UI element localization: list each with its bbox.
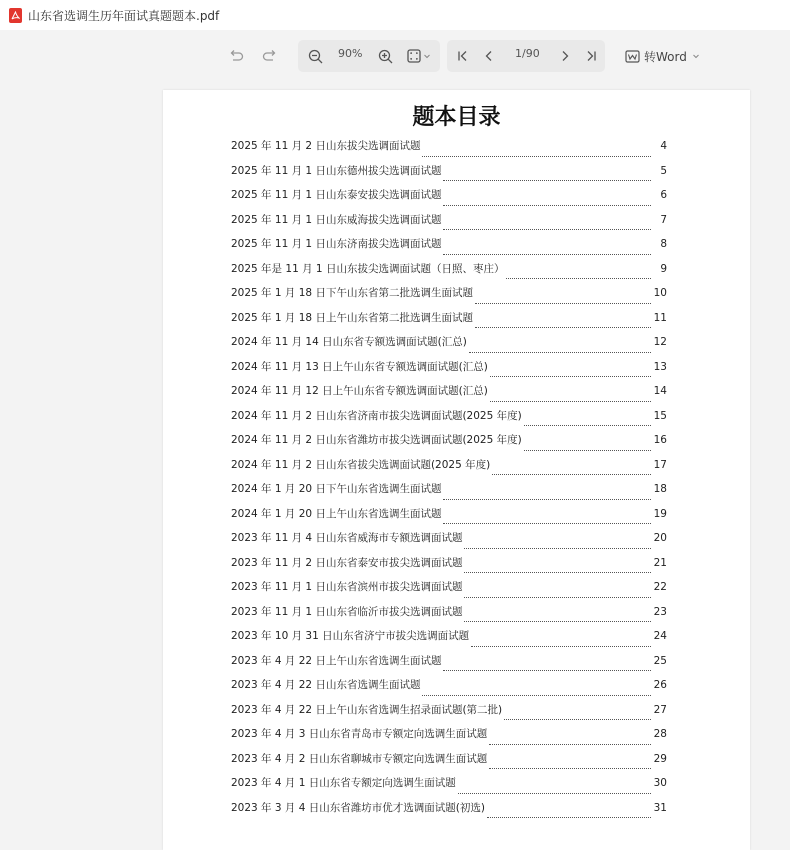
toc-leader-dots xyxy=(422,687,651,696)
toc-entry-page: 6 xyxy=(660,189,667,201)
toc-entry[interactable] xyxy=(231,775,667,800)
toc-leader-dots xyxy=(443,491,651,500)
toc-entry[interactable] xyxy=(231,432,667,457)
pdf-page xyxy=(163,90,750,850)
file-name: 山东省选调生历年面试真题题本.pdf xyxy=(28,8,220,23)
toc-entry-title: 2023 年 4 月 22 日上午山东省选调生招录面试题(第二批) xyxy=(231,703,503,716)
toc-entry-title: 2024 年 11 月 13 日上午山东省专额选调面试题(汇总) xyxy=(231,360,488,373)
toc-entry[interactable] xyxy=(231,481,667,506)
toc-entry-title: 2023 年 10 月 31 日山东省济宁市拔尖选调面试题 xyxy=(231,630,470,642)
toc-entry-title: 2023 年 11 月 1 日山东省滨州市拔尖选调面试题 xyxy=(231,581,463,593)
toc-entry[interactable] xyxy=(231,408,667,433)
toc-entry-page: 12 xyxy=(653,336,667,348)
toc-entry[interactable] xyxy=(231,285,667,310)
zoom-out-icon xyxy=(308,49,323,64)
toc-entry-title: 2023 年 4 月 22 日上午山东省选调生面试题 xyxy=(231,654,442,667)
toc-entry-page: 25 xyxy=(653,654,667,667)
toc-leader-dots xyxy=(458,785,651,794)
toolbar xyxy=(0,30,790,82)
toc-leader-dots xyxy=(464,540,651,549)
first-page-button[interactable] xyxy=(453,44,473,68)
toc-entry[interactable] xyxy=(231,530,667,555)
toc-leader-dots xyxy=(443,515,651,524)
toc-leader-dots xyxy=(443,246,651,255)
toc-entry-title: 2025 年 11 月 1 日山东济南拔尖选调面试题 xyxy=(231,238,442,250)
toc-entry[interactable] xyxy=(231,212,667,237)
toc-entry[interactable] xyxy=(231,800,667,825)
toc-leader-dots xyxy=(504,711,651,720)
fit-page-icon xyxy=(407,49,421,63)
toc-entry-title: 2024 年 11 月 2 日山东省潍坊市拔尖选调面试题(2025 年度) xyxy=(231,434,522,446)
toc-leader-dots xyxy=(489,760,651,769)
toc-entry-page: 15 xyxy=(653,409,667,422)
redo-icon xyxy=(262,49,278,63)
zoom-out-button[interactable] xyxy=(304,44,326,68)
toc-entry[interactable] xyxy=(231,138,667,163)
toc-entry[interactable] xyxy=(231,236,667,261)
toc-entry-title: 2024 年 1 月 20 日下午山东省选调生面试题 xyxy=(231,483,442,495)
toc-entry-page: 11 xyxy=(653,311,667,324)
toc-entry-title: 2023 年 4 月 3 日山东省青岛市专额定向选调生面试题 xyxy=(231,728,488,740)
toc-entry[interactable] xyxy=(231,261,667,286)
toc-entry[interactable] xyxy=(231,187,667,212)
toc-leader-dots xyxy=(524,442,651,451)
toc-entry-page: 8 xyxy=(660,238,667,250)
chevron-down-icon xyxy=(423,52,431,60)
toc-entry-page: 7 xyxy=(660,213,667,226)
next-page-button[interactable] xyxy=(555,44,575,68)
toc-leader-dots xyxy=(487,809,651,818)
toc-entry[interactable] xyxy=(231,555,667,580)
prev-page-button[interactable] xyxy=(479,44,499,68)
redo-button[interactable] xyxy=(259,44,281,68)
toc-leader-dots xyxy=(492,466,651,475)
toc-entry[interactable] xyxy=(231,383,667,408)
toc-entry-title: 2025 年 11 月 1 日山东威海拔尖选调面试题 xyxy=(231,213,442,226)
last-page-icon xyxy=(585,50,597,62)
chevron-right-icon xyxy=(559,50,571,62)
toc-entry-title: 2025 年 11 月 2 日山东拔尖选调面试题 xyxy=(231,140,421,152)
toc-entry-title: 2025 年是 11 月 1 日山东拔尖选调面试题（日照、枣庄） xyxy=(231,262,505,275)
toc-leader-dots xyxy=(490,393,651,402)
toc-entry-title: 2024 年 1 月 20 日上午山东省选调生面试题 xyxy=(231,507,442,520)
toc-entry-title: 2024 年 11 月 14 日山东省专额选调面试题(汇总) xyxy=(231,336,467,348)
toc-entry[interactable] xyxy=(231,751,667,776)
toc-leader-dots xyxy=(489,736,651,745)
toc-entry-page: 22 xyxy=(653,581,667,593)
toc-leader-dots xyxy=(471,638,651,647)
toc-entry[interactable] xyxy=(231,702,667,727)
toc-leader-dots xyxy=(443,197,651,206)
toc-entry[interactable] xyxy=(231,726,667,751)
toc-leader-dots xyxy=(469,344,651,353)
toc-entry-page: 24 xyxy=(653,630,667,642)
toc-entry-page: 13 xyxy=(653,360,667,373)
toc-entry-page: 5 xyxy=(660,164,667,177)
toc-entry-title: 2023 年 4 月 2 日山东省聊城市专额定向选调生面试题 xyxy=(231,752,488,765)
toc-entry[interactable] xyxy=(231,334,667,359)
toc-entry[interactable] xyxy=(231,677,667,702)
toc-entry-page: 16 xyxy=(653,434,667,446)
chevron-down-icon xyxy=(692,52,700,60)
toc-leader-dots xyxy=(422,148,651,157)
toc-leader-dots xyxy=(490,368,651,377)
toc-entry-page: 20 xyxy=(653,532,667,544)
toc-entry-page: 10 xyxy=(653,287,667,299)
toc-entry-title: 2023 年 4 月 22 日山东省选调生面试题 xyxy=(231,679,421,691)
toc-leader-dots xyxy=(475,319,651,328)
fit-page-button[interactable] xyxy=(404,44,434,68)
toc-leader-dots xyxy=(464,613,651,622)
last-page-button[interactable] xyxy=(581,44,601,68)
toc-entry[interactable] xyxy=(231,359,667,384)
toc-entry-page: 28 xyxy=(653,728,667,740)
table-of-contents xyxy=(231,138,667,824)
toc-entry[interactable] xyxy=(231,506,667,531)
pdf-file-icon xyxy=(9,8,22,23)
word-convert-icon xyxy=(625,49,640,64)
toc-leader-dots xyxy=(443,662,651,671)
toc-entry-page: 27 xyxy=(653,703,667,716)
chevron-left-icon xyxy=(483,50,495,62)
toc-entry[interactable] xyxy=(231,457,667,482)
toc-entry-page: 23 xyxy=(653,605,667,618)
toc-entry[interactable] xyxy=(231,604,667,629)
toc-entry-title: 2025 年 11 月 1 日山东泰安拔尖选调面试题 xyxy=(231,189,442,201)
toc-entry-page: 17 xyxy=(653,458,667,471)
toc-entry-page: 14 xyxy=(653,385,667,397)
zoom-in-icon xyxy=(378,49,393,64)
undo-button[interactable] xyxy=(225,44,247,68)
toc-entry-title: 2025 年 1 月 18 日上午山东省第二批选调生面试题 xyxy=(231,311,473,324)
zoom-level[interactable]: 90% xyxy=(338,47,363,60)
toc-entry-page: 18 xyxy=(653,483,667,495)
toc-entry-title: 2024 年 11 月 2 日山东省拔尖选调面试题(2025 年度) xyxy=(231,458,491,471)
page-indicator[interactable]: 1/90 xyxy=(515,47,540,60)
toc-entry[interactable] xyxy=(231,628,667,653)
toc-entry-page: 29 xyxy=(653,752,667,765)
toc-entry-title: 2023 年 11 月 1 日山东省临沂市拔尖选调面试题 xyxy=(231,605,463,618)
toc-leader-dots xyxy=(506,270,651,279)
toc-leader-dots xyxy=(524,417,651,426)
toc-entry-title: 2023 年 3 月 4 日山东省潍坊市优才选调面试题(初选) xyxy=(231,801,485,814)
toc-entry-page: 30 xyxy=(653,777,667,789)
toc-entry[interactable] xyxy=(231,163,667,188)
toc-entry-title: 2023 年 4 月 1 日山东省专额定向选调生面试题 xyxy=(231,777,456,789)
toc-entry-page: 9 xyxy=(660,262,667,275)
document-title: 题本目录 xyxy=(412,104,501,130)
toc-entry-page: 31 xyxy=(653,801,667,814)
title-bar xyxy=(0,0,790,30)
toc-leader-dots xyxy=(464,564,651,573)
toc-leader-dots xyxy=(464,589,651,598)
toc-entry-page: 19 xyxy=(653,507,667,520)
toc-entry[interactable] xyxy=(231,653,667,678)
toc-entry-title: 2024 年 11 月 2 日山东省济南市拔尖选调面试题(2025 年度) xyxy=(231,409,522,422)
toc-entry-title: 2023 年 11 月 2 日山东省泰安市拔尖选调面试题 xyxy=(231,556,463,569)
toc-entry-title: 2024 年 11 月 12 日上午山东省专额选调面试题(汇总) xyxy=(231,385,488,397)
zoom-in-button[interactable] xyxy=(374,44,396,68)
toc-leader-dots xyxy=(443,221,651,230)
toc-entry[interactable] xyxy=(231,579,667,604)
toc-entry-page: 4 xyxy=(660,140,667,152)
convert-to-word-label: 转Word xyxy=(644,49,687,64)
toc-entry[interactable] xyxy=(231,310,667,335)
convert-to-word-button[interactable] xyxy=(625,44,705,68)
toc-leader-dots xyxy=(443,172,651,181)
toc-entry-page: 26 xyxy=(653,679,667,691)
toc-entry-title: 2023 年 11 月 4 日山东省威海市专额选调面试题 xyxy=(231,532,463,544)
toc-leader-dots xyxy=(475,295,651,304)
undo-icon xyxy=(228,49,244,63)
first-page-icon xyxy=(457,50,469,62)
toc-entry-page: 21 xyxy=(653,556,667,569)
toc-entry-title: 2025 年 1 月 18 日下午山东省第二批选调生面试题 xyxy=(231,287,473,299)
toc-entry-title: 2025 年 11 月 1 日山东德州拔尖选调面试题 xyxy=(231,164,442,177)
